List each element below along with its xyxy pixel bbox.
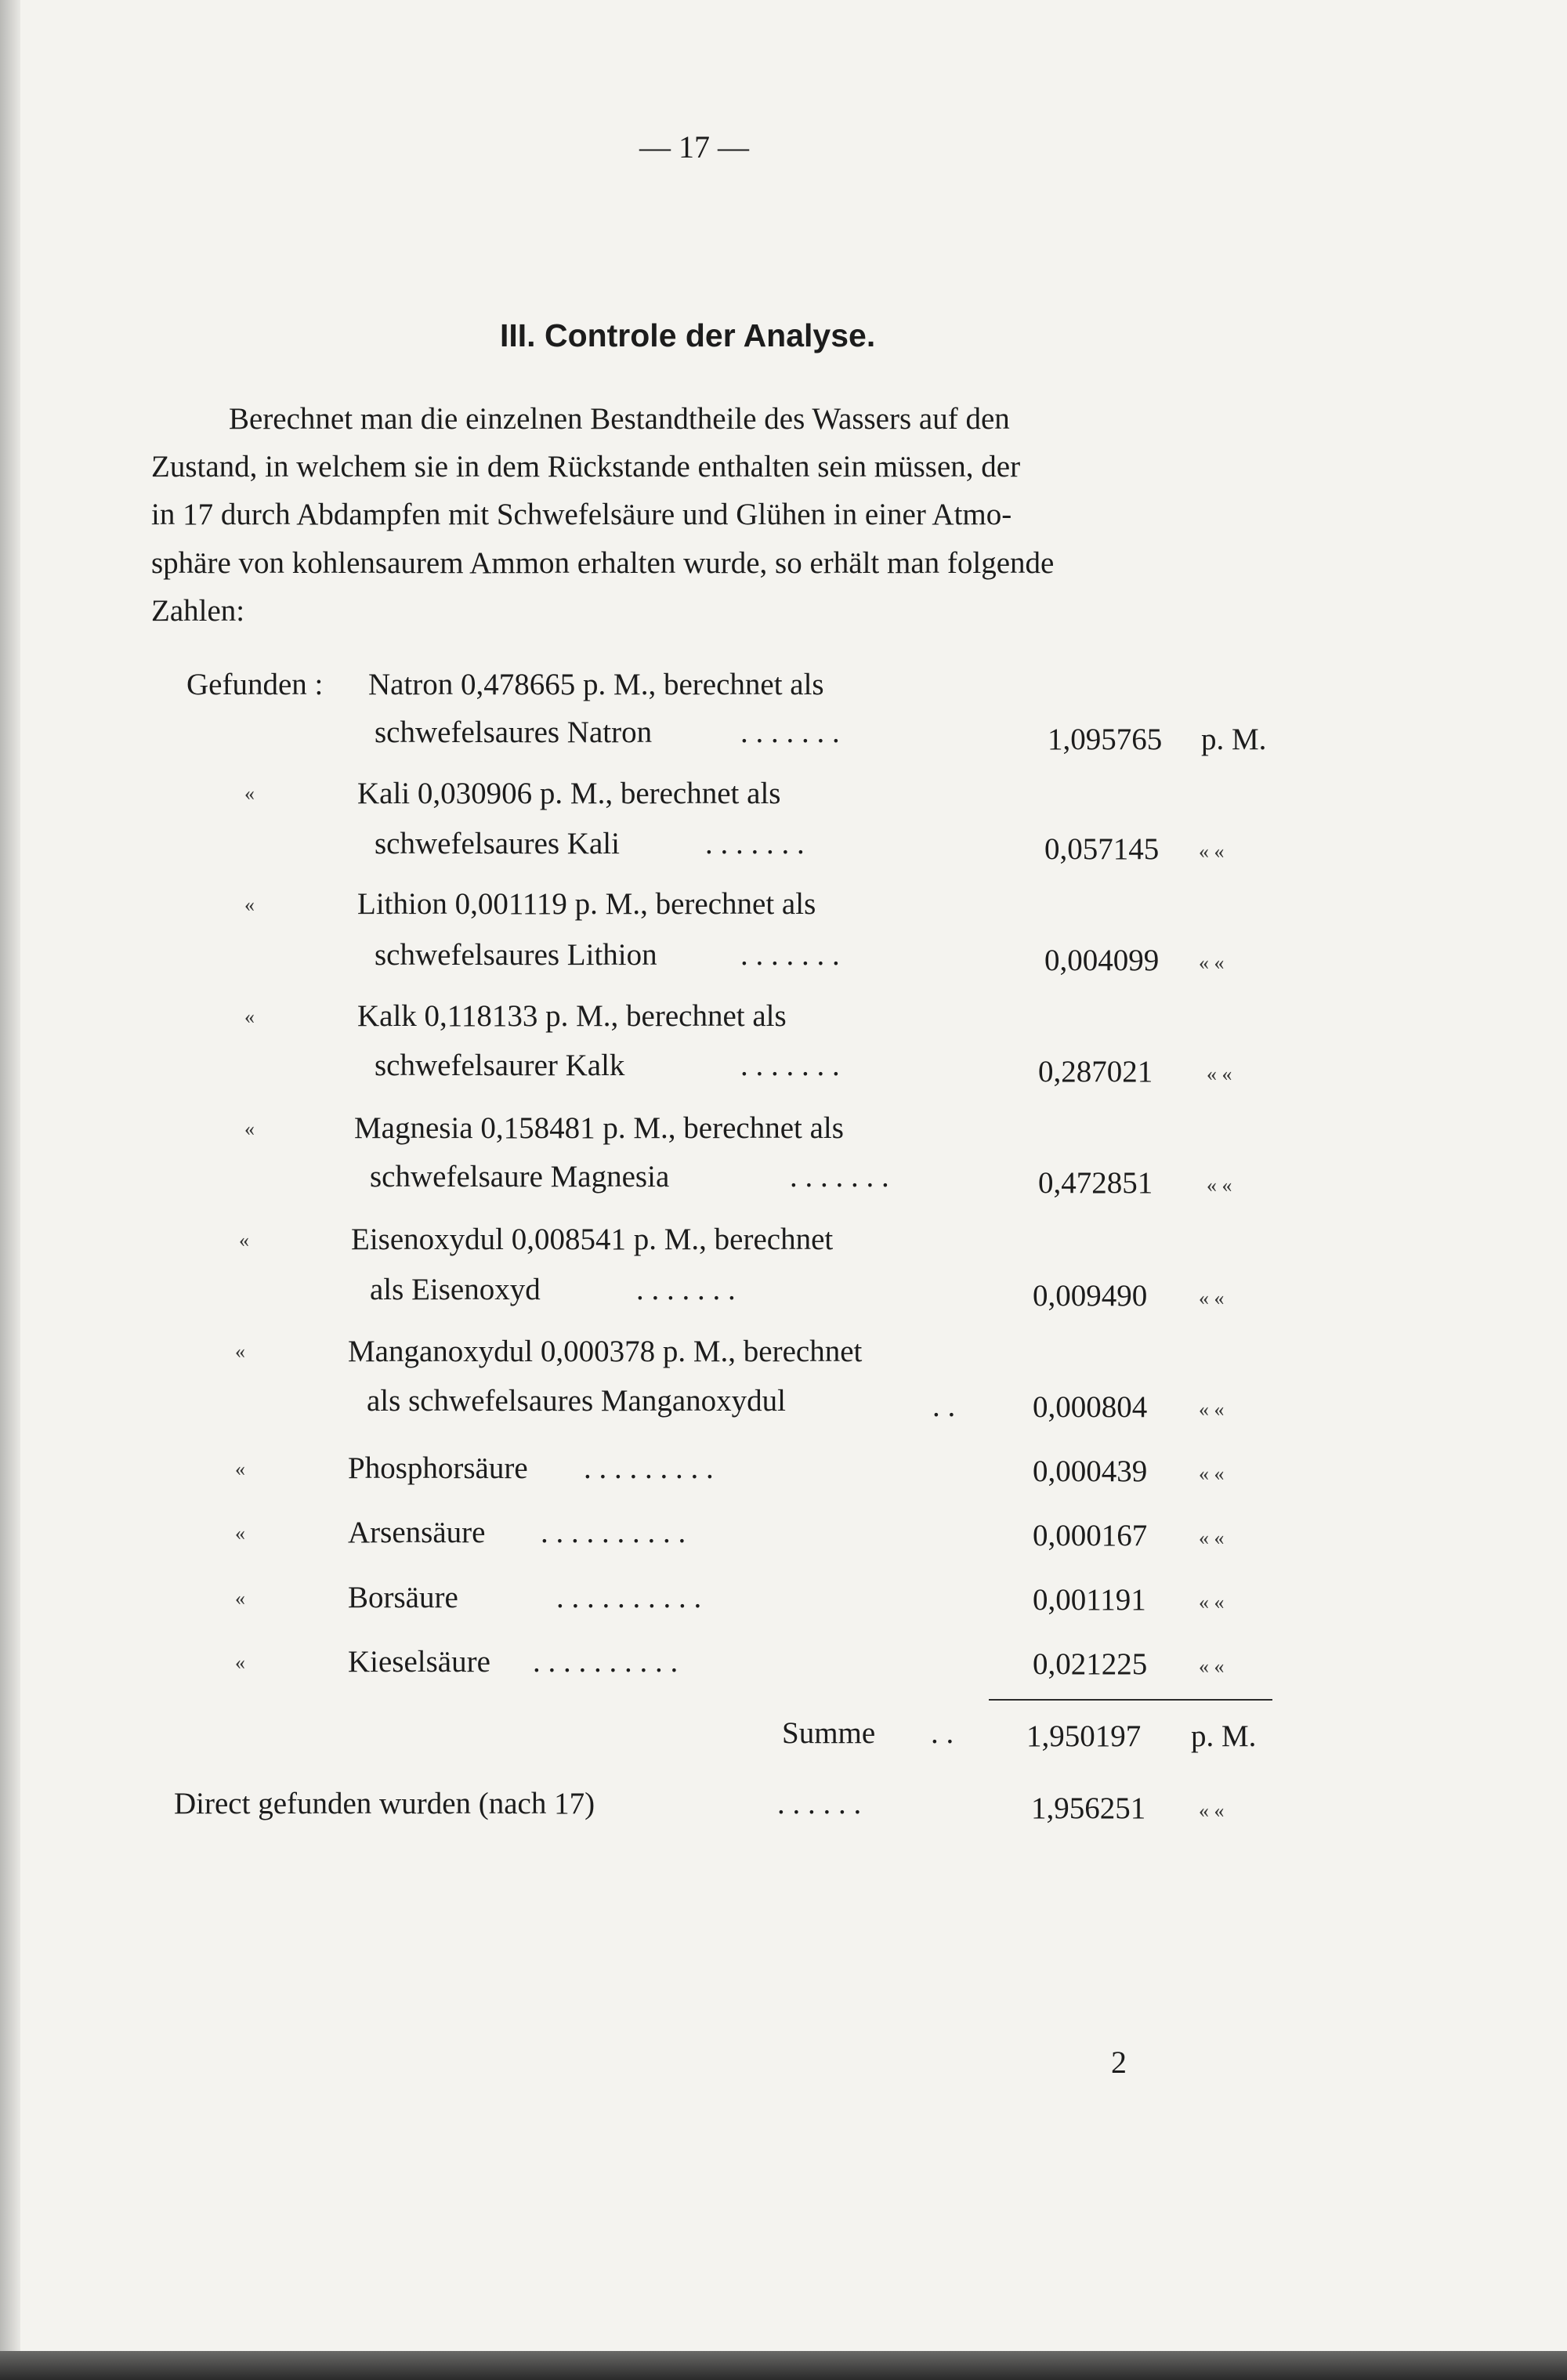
row-borsaeure-label: Borsäure [348, 1581, 458, 1614]
ditto-pair: « « [1199, 1398, 1225, 1421]
summe-label: Summe [782, 1716, 876, 1750]
scan-left-edge [0, 0, 20, 2380]
row-eisenoxydul-line1: Eisenoxydul 0,008541 p. M., berechnet [351, 1223, 834, 1256]
row-magnesia-value: 0,472851 [1038, 1166, 1153, 1200]
ditto-mark: « [235, 1458, 245, 1480]
row-natron-value: 1,095765 [1048, 723, 1163, 756]
row-kieselsaeure-label: Kieselsäure [348, 1645, 490, 1679]
scan-bottom-edge [0, 2351, 1567, 2380]
ditto-mark: « [244, 1005, 255, 1028]
row-kalk-line1: Kalk 0,118133 p. M., berechnet als [357, 999, 787, 1033]
row-eisenoxydul-value: 0,009490 [1033, 1279, 1148, 1313]
row-phosphorsaeure-value: 0,000439 [1033, 1454, 1148, 1488]
gefunden-label: Gefunden : [186, 668, 324, 701]
row-kieselsaeure-value: 0,021225 [1033, 1647, 1148, 1681]
row-manganoxydul-dots: . . [932, 1389, 956, 1423]
row-lithion-line2: schwefelsaures Lithion [375, 938, 657, 972]
paragraph-line-4: sphäre von kohlensaurem Ammon erhalten wurde, so erhält man folgende [151, 546, 1055, 580]
row-lithion-line1: Lithion 0,001119 p. M., berechnet als [357, 887, 816, 921]
ditto-mark: « [244, 1118, 255, 1140]
paragraph-line-3: in 17 durch Abdampfen mit Schwefelsäure und Glühen in einer Atmo- [151, 498, 1012, 531]
row-kalk-dots: . . . . . . . [740, 1049, 840, 1082]
row-manganoxydul-line1: Manganoxydul 0,000378 p. M., berechnet [348, 1335, 863, 1368]
ditto-pair: « « [1199, 840, 1225, 863]
ditto-pair: « « [1199, 1655, 1225, 1678]
row-phosphorsaeure-dots: . . . . . . . . . [584, 1451, 714, 1485]
row-natron-dots: . . . . . . . [740, 715, 840, 749]
row-borsaeure-dots: . . . . . . . . . . [556, 1581, 702, 1614]
row-natron-line1: Natron 0,478665 p. M., berechnet als [368, 668, 824, 701]
row-manganoxydul-value: 0,000804 [1033, 1390, 1148, 1424]
paragraph-line-5: Zahlen: [151, 594, 245, 628]
row-arsensaeure-value: 0,000167 [1033, 1519, 1148, 1552]
row-kali-dots: . . . . . . . [705, 827, 805, 860]
row-kalk-line2: schwefelsaurer Kalk [375, 1049, 625, 1082]
signature-mark: 2 [1111, 2045, 1127, 2080]
ditto-pair: « « [1207, 1174, 1232, 1197]
ditto-mark: « [235, 1522, 245, 1545]
ditto-pair: « « [1199, 1287, 1225, 1310]
summe-unit: p. M. [1191, 1719, 1257, 1753]
ditto-mark: « [244, 782, 255, 805]
row-phosphorsaeure-label: Phosphorsäure [348, 1451, 528, 1485]
sum-rule [989, 1699, 1272, 1701]
row-kalk-value: 0,287021 [1038, 1055, 1153, 1089]
direct-value: 1,956251 [1031, 1791, 1146, 1825]
direct-label: Direct gefunden wurden (nach 17) [174, 1787, 595, 1820]
ditto-mark: « [235, 1340, 245, 1363]
row-lithion-value: 0,004099 [1044, 944, 1160, 977]
row-natron-unit: p. M. [1201, 723, 1267, 756]
summe-dots: . . [931, 1716, 954, 1750]
row-magnesia-line2: schwefelsaure Magnesia [370, 1160, 670, 1194]
section-title: III. Controle der Analyse. [500, 317, 876, 353]
ditto-mark: « [244, 893, 255, 916]
paragraph-line-1: Berechnet man die einzelnen Bestandtheile des Wassers auf den [229, 402, 1010, 436]
row-kieselsaeure-dots: . . . . . . . . . . [533, 1645, 679, 1679]
row-kali-value: 0,057145 [1044, 832, 1160, 866]
row-eisenoxydul-dots: . . . . . . . [636, 1273, 736, 1306]
ditto-pair: « « [1199, 1527, 1225, 1549]
row-natron-line2: schwefelsaures Natron [375, 715, 653, 749]
ditto-pair: « « [1199, 951, 1225, 974]
ditto-pair: « « [1199, 1799, 1225, 1822]
ditto-pair: « « [1199, 1591, 1225, 1614]
direct-dots: . . . . . . [777, 1787, 862, 1820]
row-kali-line2: schwefelsaures Kali [375, 827, 620, 860]
row-magnesia-dots: . . . . . . . [790, 1160, 889, 1194]
ditto-mark: « [235, 1651, 245, 1674]
ditto-pair: « « [1207, 1063, 1232, 1085]
paragraph-line-2: Zustand, in welchem sie in dem Rückstande enthalten sein müssen, der [151, 450, 1021, 484]
row-kali-line1: Kali 0,030906 p. M., berechnet als [357, 777, 781, 810]
row-arsensaeure-label: Arsensäure [348, 1516, 486, 1549]
row-borsaeure-value: 0,001191 [1033, 1583, 1146, 1617]
row-eisenoxydul-line2: als Eisenoxyd [370, 1273, 541, 1306]
row-lithion-dots: . . . . . . . [740, 938, 840, 972]
row-arsensaeure-dots: . . . . . . . . . . [541, 1516, 686, 1549]
row-magnesia-line1: Magnesia 0,158481 p. M., berechnet als [354, 1111, 844, 1145]
ditto-mark: « [239, 1229, 249, 1252]
page-header: — 17 — [639, 129, 749, 165]
summe-value: 1,950197 [1026, 1719, 1142, 1753]
row-manganoxydul-line2: als schwefelsaures Manganoxydul [367, 1384, 787, 1418]
ditto-pair: « « [1199, 1462, 1225, 1485]
ditto-mark: « [235, 1587, 245, 1610]
